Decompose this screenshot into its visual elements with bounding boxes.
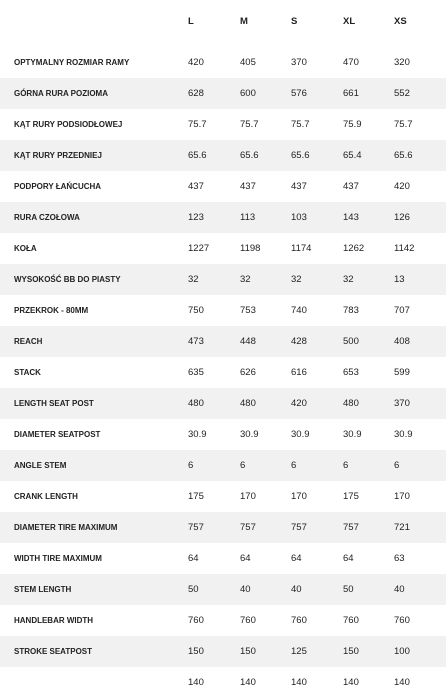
row-label: OPTYMALNY ROZMIAR RAMY [14, 57, 130, 67]
table-cell: 628 [188, 88, 204, 99]
row-label: GÓRNA RURA POZIOMA [14, 88, 108, 98]
table-cell: 760 [240, 615, 256, 626]
table-row [0, 450, 446, 481]
column-header-s: S [291, 16, 298, 27]
table-cell: 123 [188, 212, 204, 223]
table-cell: 760 [291, 615, 307, 626]
table-cell: 103 [291, 212, 307, 223]
table-cell: 600 [240, 88, 256, 99]
table-cell: 500 [343, 336, 359, 347]
table-cell: 757 [343, 522, 359, 533]
table-row [0, 574, 446, 605]
table-cell: 113 [240, 212, 256, 223]
table-row [0, 264, 446, 295]
table-cell: 757 [240, 522, 256, 533]
table-cell: 420 [291, 398, 307, 409]
table-cell: 420 [188, 57, 204, 68]
row-label: ANGLE STEM [14, 460, 67, 470]
table-cell: 150 [188, 646, 204, 657]
row-label: REACH [14, 336, 43, 346]
table-cell: 480 [343, 398, 359, 409]
column-header-l: L [188, 16, 194, 27]
row-label: PRZEKROK - 80MM [14, 305, 89, 315]
table-cell: 65.6 [291, 150, 310, 161]
table-header-row [0, 4, 446, 40]
table-cell: 30.9 [188, 429, 207, 440]
table-cell: 437 [240, 181, 256, 192]
column-header-xs: XS [394, 16, 407, 27]
table-cell: 437 [343, 181, 359, 192]
row-label: KĄT RURY PRZEDNIEJ [14, 150, 102, 160]
row-label: KĄT RURY PODSIODŁOWEJ [14, 119, 123, 129]
table-cell: 150 [240, 646, 256, 657]
table-cell: 408 [394, 336, 410, 347]
table-cell: 1227 [188, 243, 210, 254]
table-cell: 140 [188, 677, 204, 688]
table-row [0, 233, 446, 264]
table-cell: 32 [343, 274, 354, 285]
table-cell: 1262 [343, 243, 365, 254]
table-cell: 50 [343, 584, 354, 595]
table-cell: 740 [291, 305, 307, 316]
table-cell: 170 [291, 491, 307, 502]
row-label: CRANK LENGTH [14, 491, 78, 501]
table-cell: 40 [394, 584, 405, 595]
table-cell: 6 [240, 460, 246, 471]
table-row [0, 140, 446, 171]
table-row [0, 109, 446, 140]
table-cell: 50 [188, 584, 199, 595]
table-cell: 370 [394, 398, 410, 409]
table-row [0, 512, 446, 543]
table-cell: 760 [343, 615, 359, 626]
table-cell: 437 [291, 181, 307, 192]
table-row [0, 326, 446, 357]
table-cell: 370 [291, 57, 307, 68]
table-cell: 140 [343, 677, 359, 688]
table-cell: 6 [394, 460, 400, 471]
table-cell: 405 [240, 57, 256, 68]
table-cell: 576 [291, 88, 307, 99]
row-label: DIAMETER SEATPOST [14, 429, 101, 439]
table-row [0, 295, 446, 326]
table-cell: 30.9 [240, 429, 259, 440]
table-cell: 65.4 [343, 150, 362, 161]
table-row [0, 78, 446, 109]
table-cell: 100 [394, 646, 410, 657]
table-cell: 721 [394, 522, 410, 533]
table-row [0, 171, 446, 202]
table-cell: 64 [188, 553, 199, 564]
table-cell: 448 [240, 336, 256, 347]
table-cell: 126 [394, 212, 410, 223]
table-cell: 653 [343, 367, 359, 378]
table-cell: 760 [188, 615, 204, 626]
table-cell: 75.7 [240, 119, 259, 130]
row-label: WYSOKOŚĆ BB DO PIASTY [14, 274, 121, 284]
table-cell: 420 [394, 181, 410, 192]
table-row [0, 667, 446, 698]
row-label: LENGTH SEAT POST [14, 398, 94, 408]
table-row [0, 543, 446, 574]
table-cell: 32 [188, 274, 199, 285]
table-cell: 480 [240, 398, 256, 409]
table-row [0, 388, 446, 419]
table-cell: 140 [240, 677, 256, 688]
table-cell: 1198 [240, 243, 261, 254]
table-cell: 783 [343, 305, 359, 316]
table-cell: 757 [188, 522, 204, 533]
table-cell: 616 [291, 367, 307, 378]
table-row [0, 481, 446, 512]
table-cell: 661 [343, 88, 359, 99]
table-cell: 1142 [394, 243, 415, 254]
table-row [0, 419, 446, 450]
row-label: RURA CZOŁOWA [14, 212, 80, 222]
table-cell: 470 [343, 57, 359, 68]
row-label: STROKE SEATPOST [14, 646, 93, 656]
table-cell: 32 [240, 274, 251, 285]
row-label: DIAMETER TIRE MAXIMUM [14, 522, 118, 532]
table-cell: 473 [188, 336, 204, 347]
column-header-m: M [240, 16, 248, 27]
row-label: WIDTH TIRE MAXIMUM [14, 553, 102, 563]
table-cell: 320 [394, 57, 410, 68]
table-cell: 64 [343, 553, 354, 564]
table-cell: 65.6 [188, 150, 207, 161]
table-row [0, 605, 446, 636]
table-cell: 753 [240, 305, 256, 316]
table-cell: 6 [343, 460, 349, 471]
table-cell: 30.9 [343, 429, 362, 440]
table-cell: 707 [394, 305, 410, 316]
table-cell: 1174 [291, 243, 312, 254]
table-cell: 63 [394, 553, 405, 564]
column-header-xl: XL [343, 16, 356, 27]
table-cell: 175 [188, 491, 204, 502]
table-cell: 599 [394, 367, 410, 378]
table-cell: 635 [188, 367, 204, 378]
row-label: PODPORY ŁAŃCUCHA [14, 181, 102, 191]
table-cell: 480 [188, 398, 204, 409]
table-row [0, 636, 446, 667]
table-cell: 40 [291, 584, 302, 595]
table-cell: 13 [394, 274, 405, 285]
table-cell: 143 [343, 212, 359, 223]
table-cell: 150 [343, 646, 359, 657]
table-cell: 75.7 [188, 119, 207, 130]
table-cell: 760 [394, 615, 410, 626]
row-label: STEM LENGTH [14, 584, 72, 594]
table-cell: 552 [394, 88, 410, 99]
table-cell: 140 [394, 677, 410, 688]
table-cell: 170 [240, 491, 256, 502]
table-row [0, 47, 446, 78]
table-cell: 75.9 [343, 119, 362, 130]
table-cell: 6 [188, 460, 194, 471]
table-row [0, 202, 446, 233]
table-cell: 64 [240, 553, 251, 564]
table-cell: 30.9 [291, 429, 310, 440]
table-cell: 64 [291, 553, 302, 564]
table-cell: 75.7 [291, 119, 310, 130]
table-cell: 65.6 [240, 150, 259, 161]
table-cell: 170 [394, 491, 410, 502]
table-cell: 75.7 [394, 119, 413, 130]
row-label: HANDLEBAR WIDTH [14, 615, 94, 625]
table-cell: 140 [291, 677, 307, 688]
table-cell: 626 [240, 367, 256, 378]
table-cell: 750 [188, 305, 204, 316]
table-cell: 125 [291, 646, 307, 657]
row-label: STACK [14, 367, 41, 377]
table-cell: 428 [291, 336, 307, 347]
row-label: KOŁA [14, 243, 37, 253]
table-cell: 175 [343, 491, 359, 502]
table-row [0, 357, 446, 388]
table-cell: 437 [188, 181, 204, 192]
table-cell: 32 [291, 274, 302, 285]
table-cell: 65.6 [394, 150, 413, 161]
table-cell: 30.9 [394, 429, 413, 440]
table-cell: 6 [291, 460, 297, 471]
table-cell: 40 [240, 584, 251, 595]
table-cell: 757 [291, 522, 307, 533]
